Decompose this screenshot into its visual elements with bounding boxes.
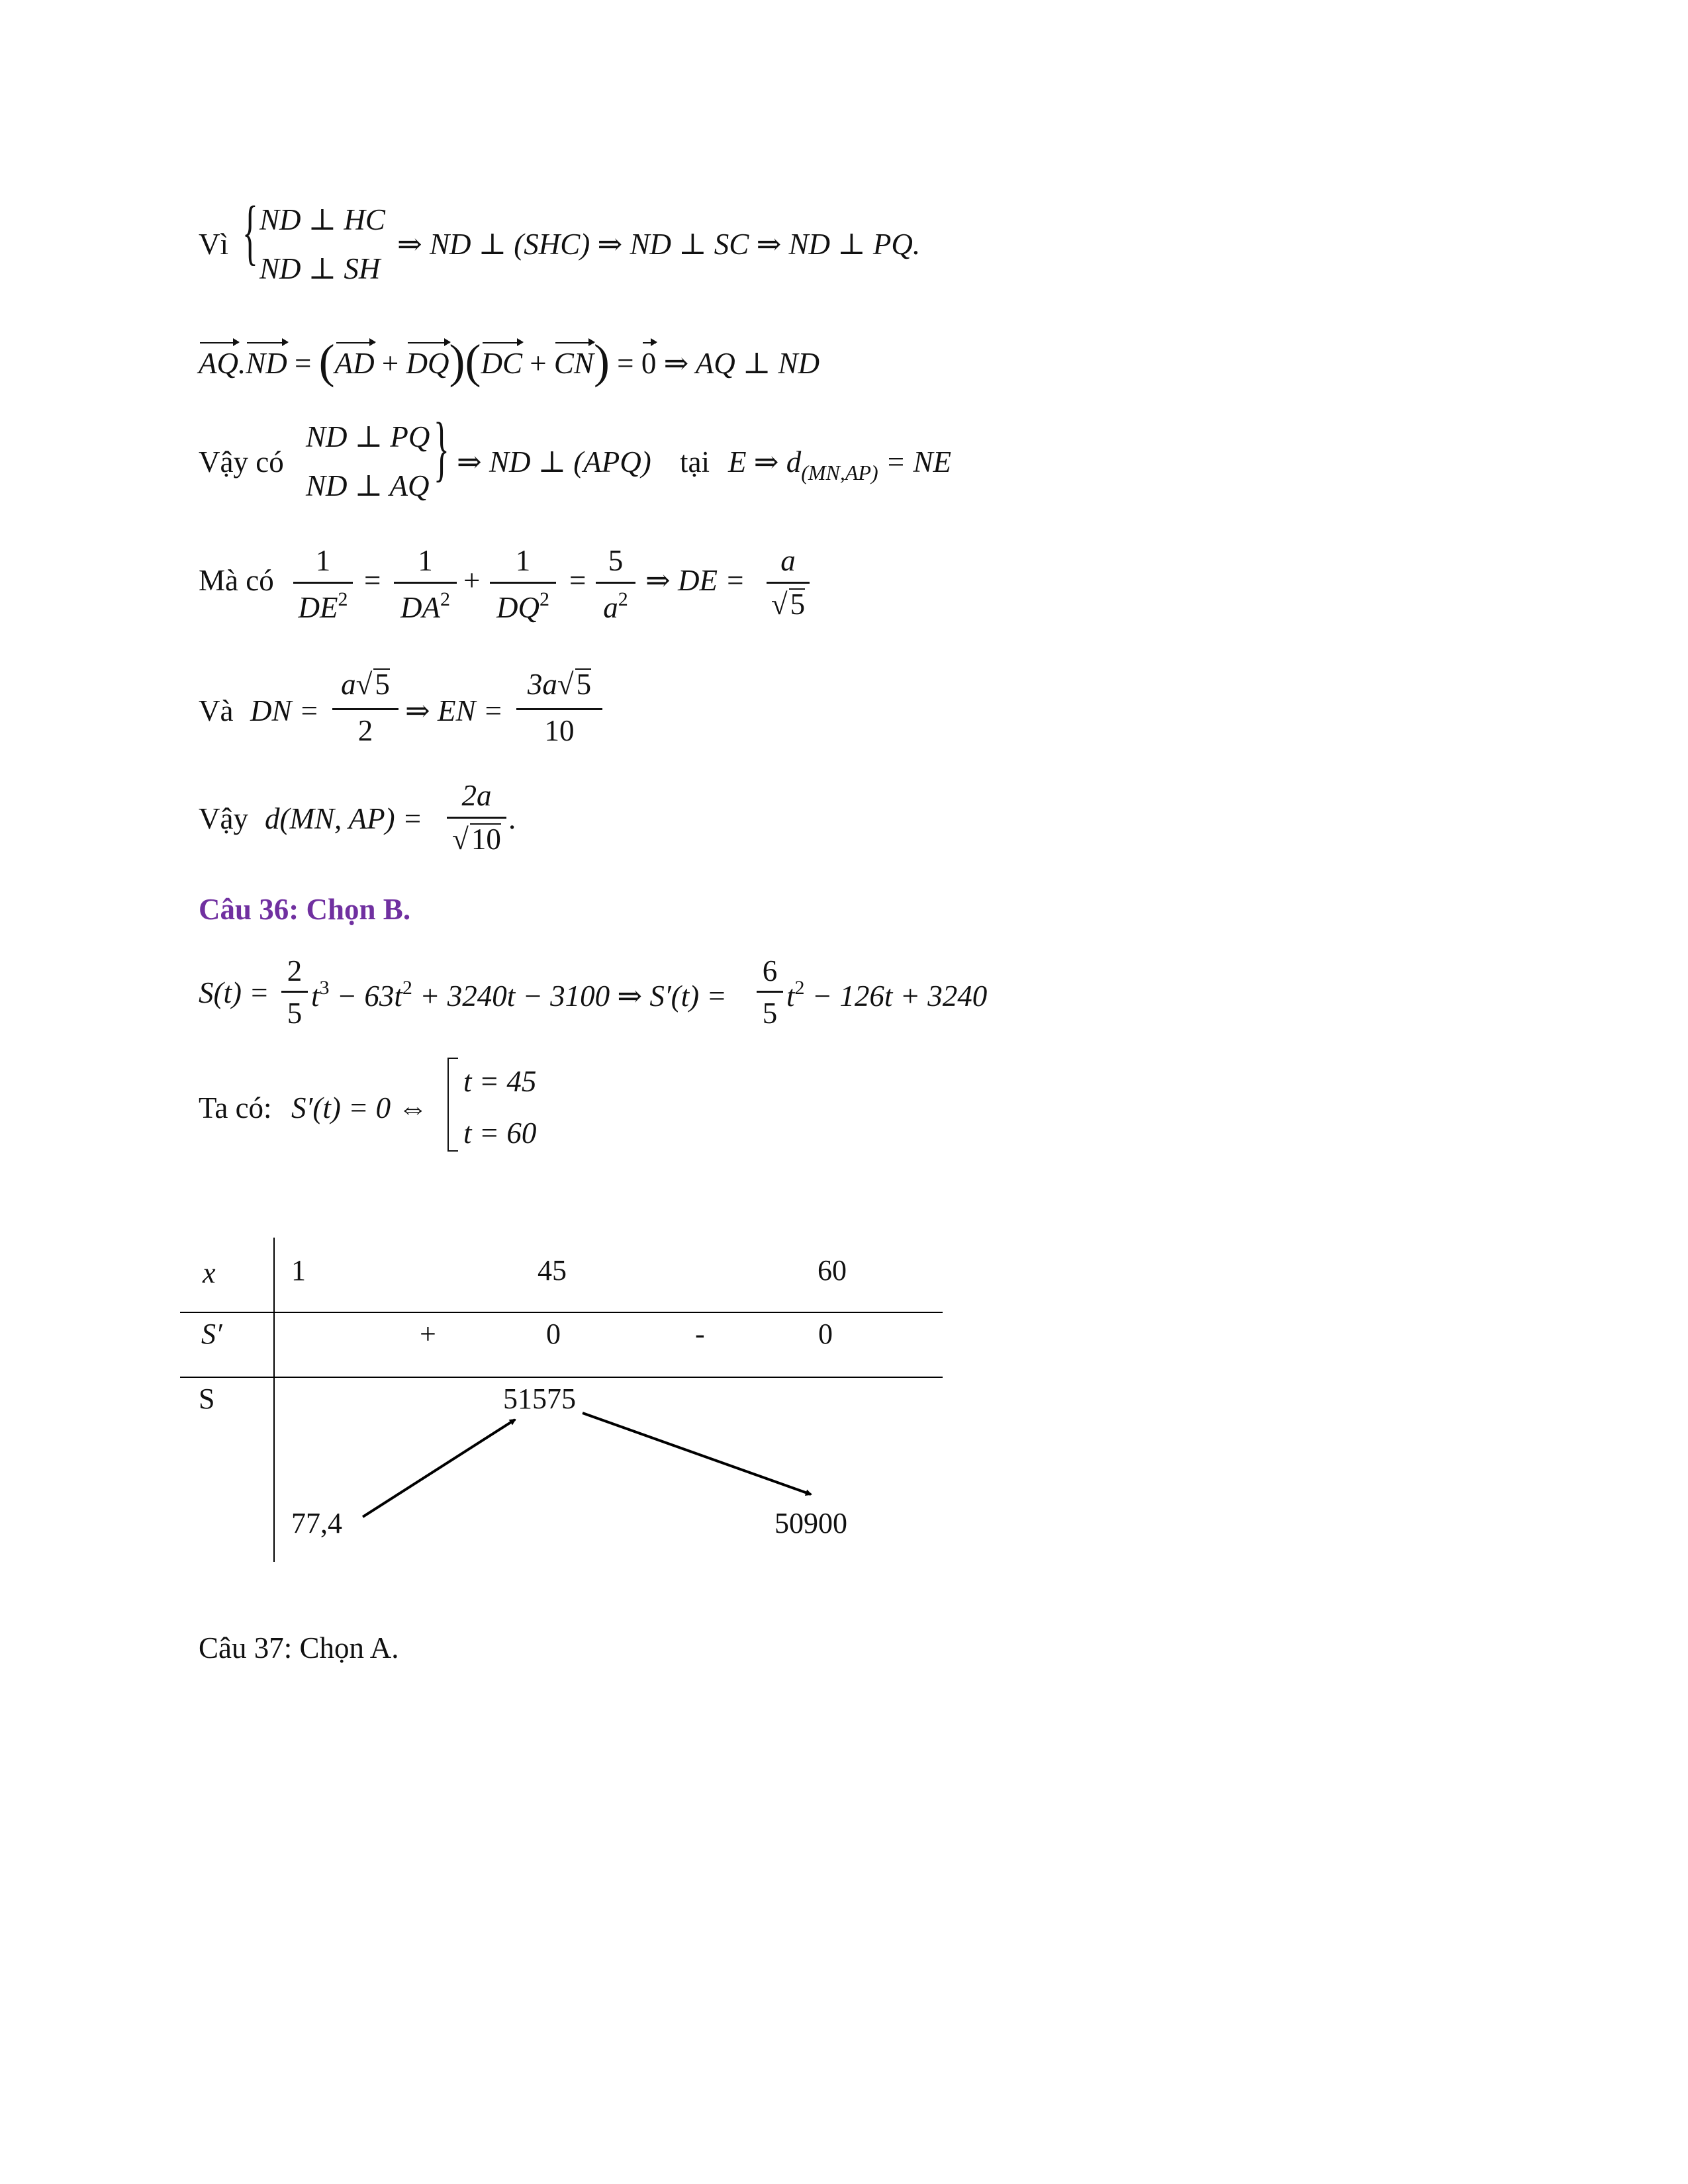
line-3-mid2-text: E ⇒ d bbox=[728, 445, 802, 478]
line-6-period: . bbox=[508, 802, 516, 835]
frac5-num: a bbox=[780, 544, 796, 577]
open-paren-2: ( bbox=[465, 335, 481, 388]
line-5-implies: ⇒ EN = bbox=[405, 694, 504, 727]
row-x-value-60: 60 bbox=[818, 1254, 847, 1287]
frac4-den-exp: 2 bbox=[618, 588, 628, 610]
dot-operator: . bbox=[238, 347, 246, 380]
dn-num-radicand: 5 bbox=[375, 668, 390, 701]
heading-cau-37: Câu 37: Chọn A. bbox=[199, 1631, 399, 1664]
equals-b: = bbox=[569, 564, 586, 597]
result-den: √10 bbox=[452, 823, 501, 856]
line-1-sys2: ND ⊥ SH bbox=[259, 252, 381, 285]
frac1-num: 1 bbox=[315, 544, 331, 577]
increasing-arrow bbox=[363, 1420, 515, 1517]
frac1-den-text: DE bbox=[298, 591, 338, 624]
result-num: 2a bbox=[461, 779, 492, 812]
en-num-3a: 3a bbox=[527, 668, 557, 701]
line-3-mid1: ⇒ ND ⊥ (APQ) bbox=[457, 445, 651, 478]
row-sprime-zero-1: 0 bbox=[546, 1318, 561, 1350]
line-3-lead: Vậy có bbox=[199, 445, 284, 478]
line-8-lhs: S′(t) = 0 ⇔ bbox=[291, 1091, 428, 1124]
term-rest: + 3240t − 3100 ⇒ S′(t) = bbox=[420, 979, 727, 1013]
plus: + bbox=[381, 347, 399, 380]
row-sprime-plus: + bbox=[420, 1318, 436, 1350]
row-s-max-value: 51575 bbox=[503, 1383, 576, 1415]
frac-6-5-den: 5 bbox=[762, 997, 778, 1030]
term-63t: − 63t bbox=[336, 979, 402, 1013]
line-1-sys1: ND ⊥ HC bbox=[259, 203, 385, 236]
line-3-end: = NE bbox=[885, 445, 951, 478]
equals-2: = bbox=[617, 347, 634, 380]
vector-nd: ND bbox=[246, 347, 287, 380]
line-8-case-2: t = 60 bbox=[463, 1116, 537, 1150]
fraction-dn-num: a√5 bbox=[341, 668, 390, 701]
row-sprime-label: S′ bbox=[201, 1318, 222, 1350]
row-sprime-minus: - bbox=[695, 1318, 705, 1350]
row-x-label: x bbox=[203, 1257, 216, 1289]
frac2-den-exp: 2 bbox=[440, 588, 450, 610]
frac-6-5-num: 6 bbox=[762, 954, 778, 987]
equals-a: = bbox=[364, 564, 381, 597]
exp-2b: 2 bbox=[794, 977, 805, 999]
line-3-sys1: ND ⊥ PQ bbox=[306, 420, 430, 453]
line-5-lhs: DN = bbox=[250, 694, 320, 727]
row-sprime-zero-2: 0 bbox=[818, 1318, 833, 1350]
line-7-lhs: S(t) = bbox=[199, 976, 269, 1009]
frac2-num: 1 bbox=[418, 544, 433, 577]
frac2-den-text: DA bbox=[400, 591, 440, 624]
term-end: − 126t + 3240 bbox=[812, 979, 988, 1013]
vector-cn: CN bbox=[553, 347, 594, 380]
frac-2-5-den: 5 bbox=[287, 997, 303, 1030]
close-paren-2: ) bbox=[593, 335, 610, 388]
line-5-lead: Và bbox=[199, 694, 234, 727]
line-4-lead: Mà có bbox=[199, 564, 274, 597]
vector-ad: AD bbox=[334, 347, 375, 380]
vector-aq: AQ bbox=[199, 347, 238, 380]
frac3-den-exp: 2 bbox=[539, 588, 549, 610]
frac1-den-exp: 2 bbox=[338, 588, 348, 610]
row-x-value-45: 45 bbox=[538, 1254, 567, 1287]
frac3-num: 1 bbox=[515, 544, 531, 577]
line-2-tail: ⇒ AQ ⊥ ND bbox=[663, 347, 820, 380]
frac5-radicand: 5 bbox=[790, 588, 806, 621]
result-radicand: 10 bbox=[471, 823, 501, 856]
equals: = bbox=[295, 347, 312, 380]
fraction-dn-den: 2 bbox=[357, 714, 373, 747]
line-8-case-1: t = 45 bbox=[463, 1065, 537, 1098]
plus-a: + bbox=[463, 564, 481, 597]
dn-num-a: a bbox=[341, 668, 356, 701]
var-t: t bbox=[311, 979, 320, 1013]
frac-2-5-num: 2 bbox=[287, 954, 303, 987]
line-3-tai: tại bbox=[680, 445, 710, 478]
zero-vector: 0 bbox=[641, 347, 657, 380]
heading-cau-36: Câu 36: Chọn B. bbox=[199, 893, 411, 926]
row-s-label: S bbox=[199, 1383, 215, 1415]
fraction-en-num: 3a√5 bbox=[527, 668, 592, 701]
line-3-sys2: ND ⊥ AQ bbox=[306, 469, 430, 502]
close-paren: ) bbox=[449, 335, 465, 388]
frac4-num: 5 bbox=[608, 544, 624, 577]
row-s-left-value: 77,4 bbox=[291, 1507, 342, 1539]
frac4-den-text: a bbox=[603, 591, 618, 624]
plus-2: + bbox=[530, 347, 547, 380]
exp-2: 2 bbox=[402, 977, 412, 999]
open-paren: ( bbox=[318, 335, 335, 388]
left-brace: { bbox=[242, 191, 258, 272]
var-t-2: t bbox=[786, 979, 795, 1013]
vector-dc: DC bbox=[481, 347, 523, 380]
decreasing-arrow bbox=[583, 1413, 811, 1494]
line-3-subscript: (MN,AP) bbox=[801, 461, 878, 484]
line-1-rest: ⇒ ND ⊥ (SHC) ⇒ ND ⊥ SC ⇒ ND ⊥ PQ. bbox=[397, 228, 921, 261]
right-brace: } bbox=[434, 408, 449, 488]
line-8-lead: Ta có: bbox=[199, 1091, 272, 1124]
row-s-right-value: 50900 bbox=[774, 1507, 847, 1539]
fraction-en-den: 10 bbox=[544, 714, 575, 747]
line-6-lead: Vậy bbox=[199, 802, 248, 835]
en-num-radicand: 5 bbox=[576, 668, 592, 701]
line-1-lead: Vì bbox=[199, 228, 228, 261]
line-4-implies: ⇒ DE = bbox=[645, 564, 745, 597]
frac5-den: √5 bbox=[771, 588, 806, 621]
line-6-lhs: d(MN, AP) = bbox=[265, 802, 423, 835]
vector-dq: DQ bbox=[406, 347, 449, 380]
frac3-den-text: DQ bbox=[496, 591, 539, 624]
row-x-value-1: 1 bbox=[291, 1254, 306, 1287]
exp-3: 3 bbox=[319, 977, 330, 999]
